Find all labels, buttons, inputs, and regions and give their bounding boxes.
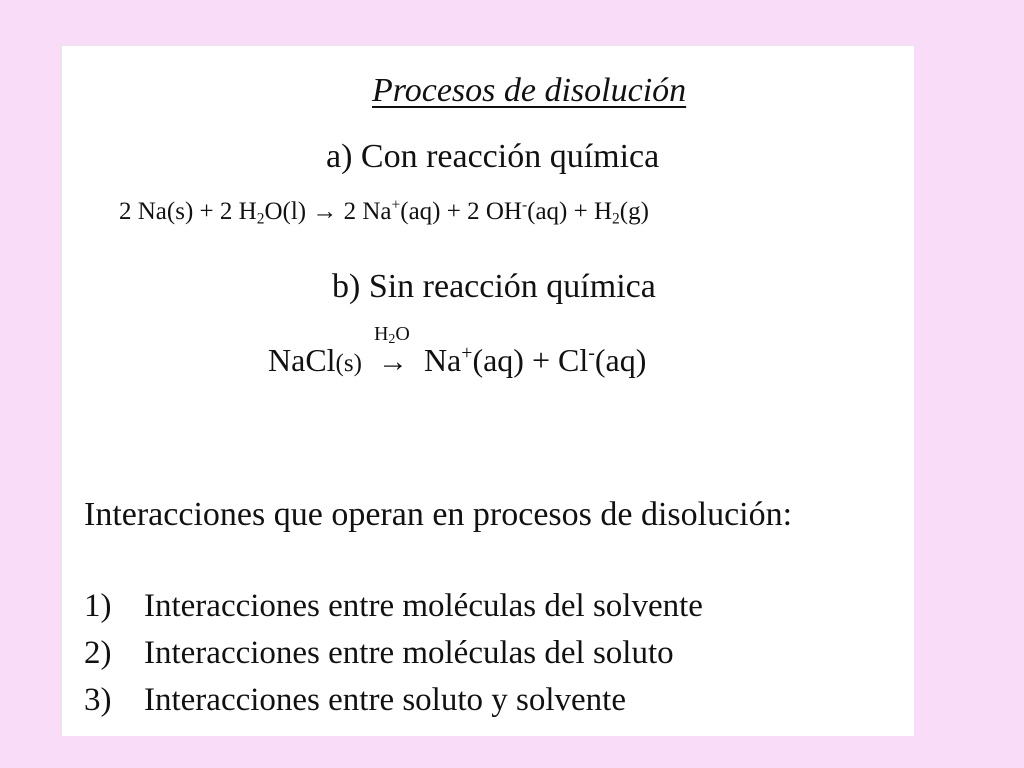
dissolution-arrow-icon: → bbox=[377, 345, 408, 378]
interactions-heading: Interacciones que operan en procesos de disolución: bbox=[84, 496, 793, 533]
list-item: 1) Interacciones entre moléculas del solvente bbox=[84, 588, 703, 624]
slide-title: Procesos de disolución bbox=[372, 72, 687, 109]
section-a-label: a) Con reacción química bbox=[326, 138, 660, 175]
interactions-list bbox=[84, 586, 703, 727]
slide-panel bbox=[62, 46, 914, 736]
dissolution-equation: NaCl(s) $H_2O$ → Na+(aq) + Cl-(aq) bbox=[268, 323, 647, 378]
list-item: 2) Interacciones entre moléculas del soluto bbox=[84, 635, 674, 671]
section-b-label: b) Sin reacción química bbox=[332, 268, 656, 305]
list-item: 3) Interacciones entre soluto y solvente bbox=[84, 682, 626, 718]
solvent-label: $H_2O$ bbox=[373, 323, 410, 347]
solvent-arrow bbox=[370, 323, 416, 379]
reaction-arrow-icon: → bbox=[312, 198, 338, 225]
reaction-equation: 2 Na(s) + 2 $H_2O(l) \to 2$ Na+(aq) + 2 $OH^-(aq) + H_2(g)$ bbox=[119, 196, 649, 228]
